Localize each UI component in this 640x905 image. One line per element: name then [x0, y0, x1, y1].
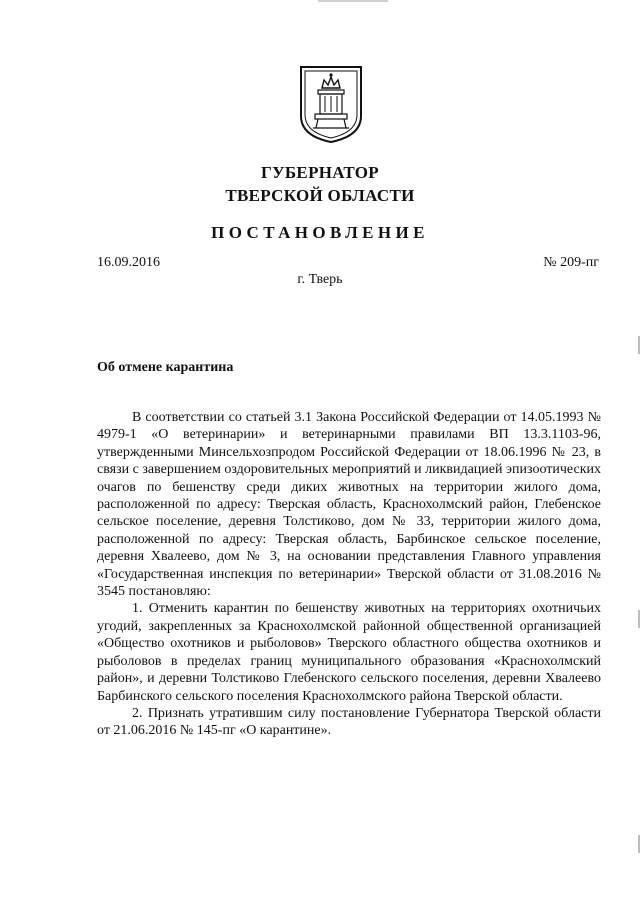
document-number: № 209-пг [543, 255, 599, 270]
scan-edge-line [318, 0, 388, 2]
body-paragraph: В соответствии со статьей 3.1 Закона Российской Федерации от 14.05.1993 № 4979-1 «О ветеринарии» и ветеринарными правилами ВП 13.3.1103-96, утвержденными Минсельхозпродом Российской Федерации от 18.06.1996 № 23, в связи с завершением оздоровительных мероприятий и ликвидацией эпизоотических очагов по бешенству среди диких животных на территории жилого дома, расположенной по адресу: Тверская область, Краснохолмский район, Глебенское сельское поселение, деревня Толстиково, дом № 33, территории жилого дома, расположенной по адресу: Тверская область, Барбинское сельское поселение, деревня Хвалеево, дом № 3, на основании представления Главного управления «Государственная инспекция по ветеринарии» Тверской области от 31.08.2016 № 3545 постановляю: [97, 410, 601, 600]
body-paragraph: 1. Отменить карантин по бешенству животных на территориях охотничьих угодий, закрепленных за Краснохолмской районной общественной организацией «Общество охотников и рыболовов» Тверского областного общества охотников и рыболовов в пределах границ муниципального образования «Краснохолмский район», и деревни Толстиково Глебенского сельского поселения, деревни Хвалеево Барбинского сельского поселения Краснохолмского района Тверской области. [97, 601, 601, 704]
document-type: ПОСТАНОВЛЕНИЕ [211, 223, 429, 242]
document-subject: Об отмене карантина [97, 360, 234, 375]
coat-of-arms-icon [298, 64, 364, 144]
document-body [97, 409, 601, 740]
document-date: 16.09.2016 [97, 255, 160, 270]
authority-title-line1: ГУБЕРНАТОР [261, 163, 379, 182]
document-city: г. Тверь [297, 272, 343, 287]
authority-title-line2: ТВЕРСКОЙ ОБЛАСТИ [225, 186, 415, 205]
body-paragraph: 2. Признать утратившим силу постановление Губернатора Тверской области от 21.06.2016 № 145-пг «О карантине». [97, 705, 601, 739]
